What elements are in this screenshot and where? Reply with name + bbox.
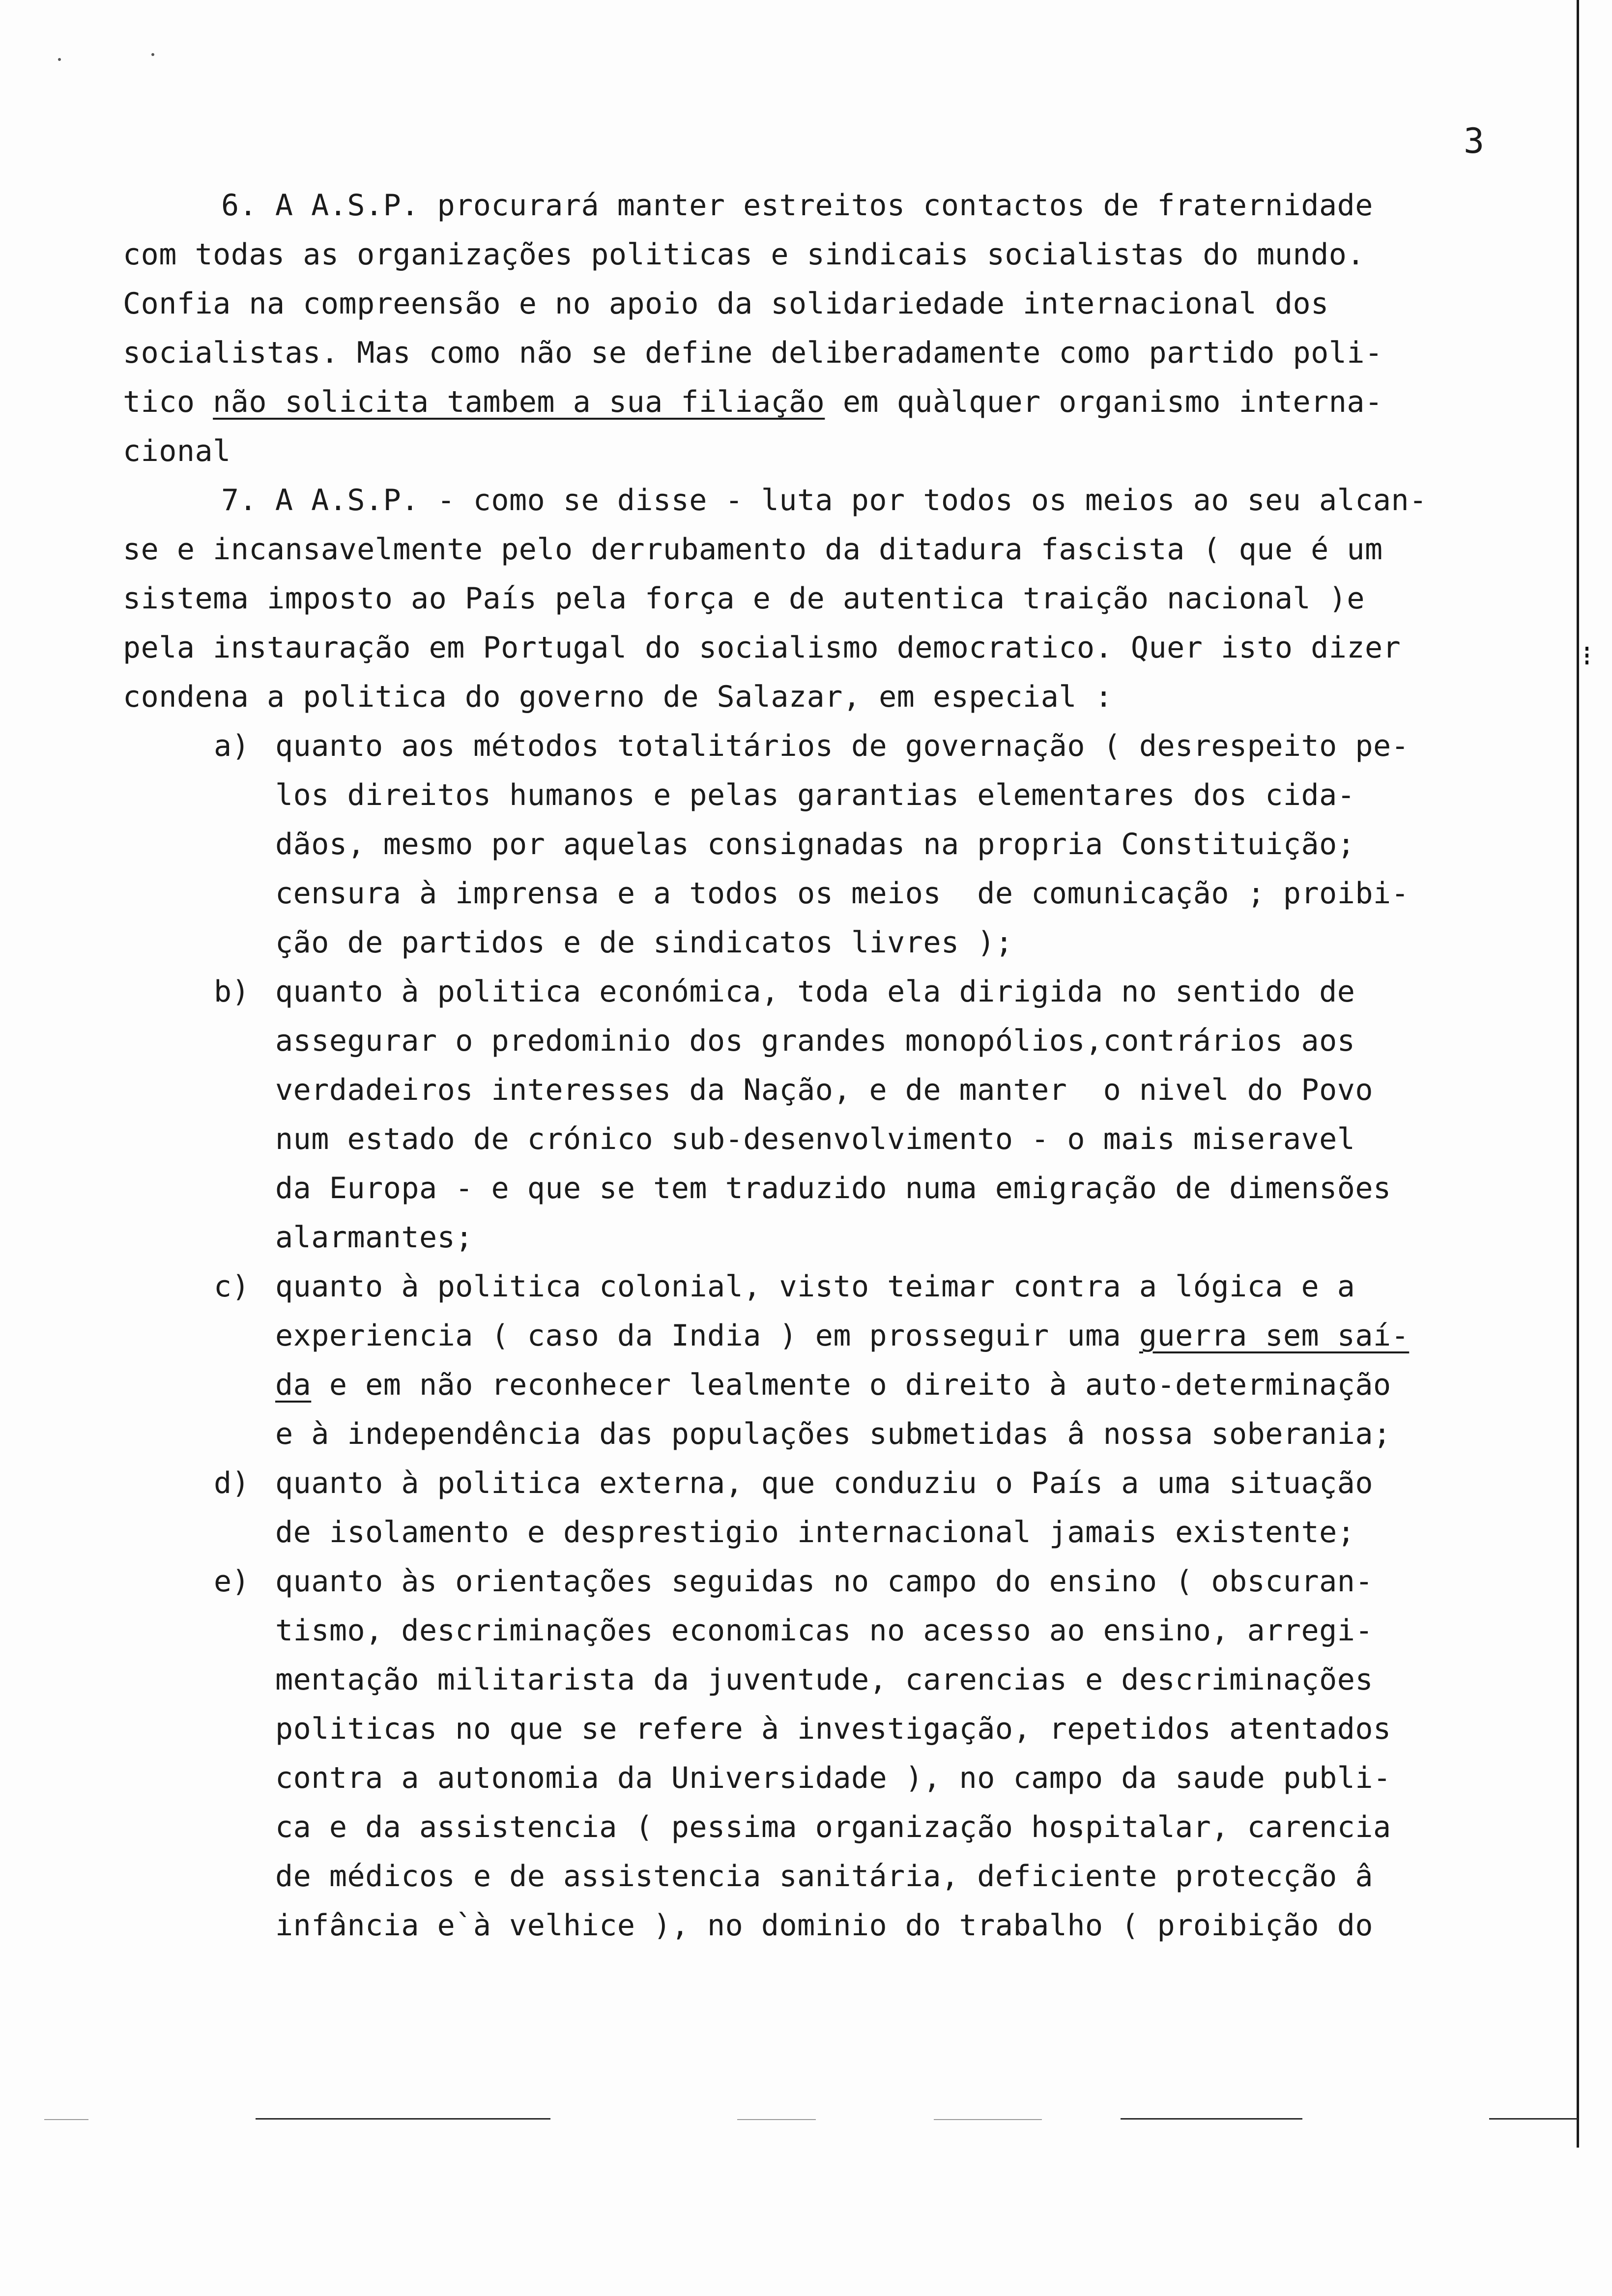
text-line [123,1557,1563,1606]
underlined-phrase: não solicita tambem a sua filiação [213,385,825,419]
list-item-c [123,1262,1563,1459]
text-line [123,1311,1563,1360]
text-line [123,721,1563,771]
text-line: verdadeiros interesses da Nação, e de manter o nivel do Povo [275,1073,1374,1107]
text-segment: e em não reconhecer lealmente o direito à auto-determinação [311,1368,1391,1402]
document-body [123,181,1563,1950]
text-line: cional [123,434,231,468]
text-segment: quanto às orientações seguidas no campo do ensino ( obscuran- [275,1564,1374,1599]
text-line: de isolamento e desprestigio internacional jamais existente; [275,1515,1355,1550]
text-line: de médicos e de assistencia sanitária, deficiente protecção â [275,1859,1374,1894]
text-line: censura à imprensa e a todos os meios de comunicação ; proibi- [275,876,1410,911]
text-line [123,1459,1563,1508]
text-line: 7. A A.S.P. - como se disse - luta por todos os meios ao seu alcan- [221,483,1427,517]
text-line: mentação militarista da juventude, carencias e descriminações [275,1663,1374,1697]
text-line: num estado de crónico sub-desenvolvimento - o mais miseravel [275,1122,1355,1156]
margin-mark [1585,647,1588,664]
text-line [123,377,1563,427]
page-number: 3 [1464,121,1485,161]
text-segment: em quàlquer organismo interna- [825,385,1383,419]
scan-rule [737,2119,816,2120]
scan-rule [1121,2118,1302,2120]
text-line [123,1262,1563,1311]
text-line: da Europa - e que se tem traduzido numa emigração de dimensões [275,1171,1391,1205]
text-line: Confia na compreensão e no apoio da solidariedade internacional dos [123,287,1329,321]
item-label: a) [214,729,250,763]
scan-rule [1489,2118,1578,2120]
item-label: c) [214,1269,250,1304]
list-item-d [123,1459,1563,1557]
item-label: b) [214,975,250,1009]
scan-speck [151,53,154,56]
list-item-e [123,1557,1563,1950]
item-label: e) [214,1564,250,1599]
text-segment: quanto à politica económica, toda ela dirigida no sentido de [275,975,1355,1009]
underlined-phrase: guerra sem saí- [1139,1319,1410,1353]
text-line: tismo, descriminações economicas no acesso ao ensino, arregi- [275,1613,1374,1648]
text-segment: tico [123,385,213,419]
scan-rule [256,2118,550,2120]
text-line: com todas as organizações politicas e sindicais socialistas do mundo. [123,237,1365,272]
text-line: infância e`à velhice ), no dominio do trabalho ( proibição do [275,1908,1374,1943]
paragraph-6 [123,181,1563,476]
list-item-a [123,721,1563,967]
text-line: dãos, mesmo por aquelas consignadas na propria Constituição; [275,827,1355,861]
text-line: 6. A A.S.P. procurará manter estreitos contactos de fraternidade [221,188,1373,223]
text-line: sistema imposto ao País pela força e de autentica traição nacional )e [123,581,1365,616]
scan-rule [934,2119,1042,2120]
text-line: contra a autonomia da Universidade ), no campo da saude publi- [275,1761,1391,1795]
text-line [123,967,1563,1016]
text-segment: quanto à politica externa, que conduziu o País a uma situação [275,1466,1374,1500]
text-line: ca e da assistencia ( pessima organização hospitalar, carencia [275,1810,1391,1844]
item-label: d) [214,1466,250,1500]
paragraph-7 [123,476,1563,721]
text-line: pela instauração em Portugal do socialismo democratico. Quer isto dizer [123,631,1401,665]
right-margin-rule [1577,0,1579,2148]
underlined-phrase: da [275,1368,312,1402]
text-line: e à independência das populações submetidas â nossa soberania; [275,1417,1391,1451]
text-line [123,1360,1563,1409]
list-item-b [123,967,1563,1262]
text-segment: quanto à politica colonial, visto teimar contra a lógica e a [275,1269,1355,1304]
text-line: alarmantes; [275,1220,473,1255]
scan-rule [44,2119,88,2120]
scan-speck [58,58,61,61]
text-segment: quanto aos métodos totalitários de governação ( desrespeito pe- [275,729,1410,763]
text-line: condena a politica do governo de Salazar, em especial : [123,680,1113,714]
text-line: se e incansavelmente pelo derrubamento da ditadura fascista ( que é um [123,532,1383,567]
text-line: los direitos humanos e pelas garantias elementares dos cida- [275,778,1355,812]
text-line: politicas no que se refere à investigação, repetidos atentados [275,1712,1391,1746]
text-line: assegurar o predominio dos grandes monopólios,contrários aos [275,1024,1355,1058]
text-segment: experiencia ( caso da India ) em prosseguir uma [275,1319,1139,1353]
text-line: ção de partidos e de sindicatos livres ); [275,925,1013,960]
text-line: socialistas. Mas como não se define deliberadamente como partido poli- [123,336,1383,370]
